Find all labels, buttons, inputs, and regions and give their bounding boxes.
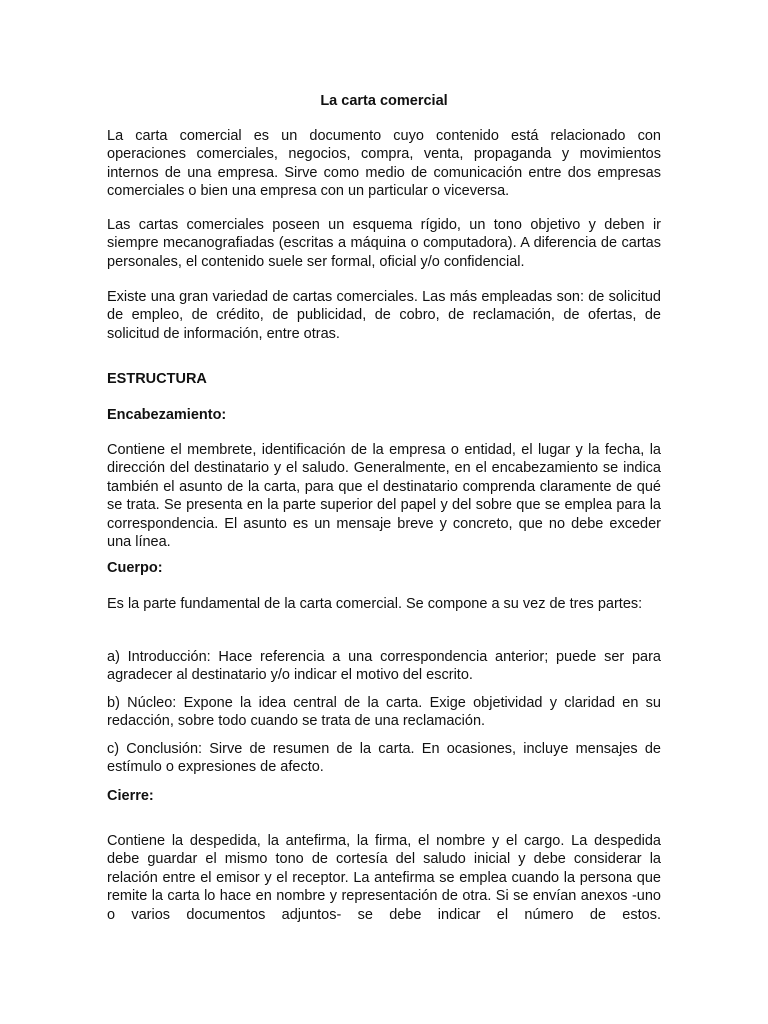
encabezamiento-paragraph: Contiene el membrete, identificación de la empresa o entidad, el lugar y la fecha, la dirección del destinatario y el saludo. Generalmente, en el encabezamiento se indica también el asunto de la carta, para que el destinatario comprenda claramente de qué se trata. Se presenta en la parte superior del papel y del sobre que se emplea para la correspondencia. El asunto es un mensaje breve y concreto, que no debe exceder una línea. — [107, 442, 661, 551]
heading-encabezamiento: Encabezamiento: — [107, 407, 227, 423]
heading-cuerpo: Cuerpo: — [107, 560, 163, 576]
intro-paragraph-2: Las cartas comerciales poseen un esquema rígido, un tono objetivo y deben ir siempre mecanografiadas (escritas a máquina o computadora). A diferencia de cartas personales, el contenido suele ser formal, oficial y/o confidencial. — [107, 217, 661, 270]
cuerpo-item-introduccion: a) Introducción: Hace referencia a una correspondencia anterior; puede ser para agradecer al destinatario y/o indicar el motivo del escrito. — [107, 649, 661, 684]
section-heading-estructura: ESTRUCTURA — [107, 371, 207, 387]
document-title: La carta comercial — [320, 93, 448, 109]
cuerpo-item-nucleo: b) Núcleo: Expone la idea central de la carta. Exige objetividad y claridad en su redacción, sobre todo cuando se trata de una reclamación. — [107, 695, 661, 730]
intro-paragraph-3: Existe una gran variedad de cartas comerciales. Las más empleadas son: de solicitud de empleo, de crédito, de publicidad, de cobro, de reclamación, de ofertas, de solicitud de información, entre otras. — [107, 289, 661, 342]
cuerpo-paragraph: Es la parte fundamental de la carta comercial. Se compone a su vez de tres partes: — [107, 596, 643, 612]
cuerpo-item-conclusion: c) Conclusión: Sirve de resumen de la carta. En ocasiones, incluye mensajes de estímulo o expresiones de afecto. — [107, 741, 661, 776]
document-page — [107, 0, 661, 1024]
intro-paragraph-1: La carta comercial es un documento cuyo contenido está relacionado con operaciones comerciales, negocios, compra, venta, propaganda y movimientos internos de una empresa. Sirve como medio de comunicación entre dos empresas comerciales o bien una empresa con un particular o viceversa. — [107, 128, 661, 200]
heading-cierre: Cierre: — [107, 788, 154, 804]
cierre-paragraph: Contiene la despedida, la antefirma, la firma, el nombre y el cargo. La despedida debe guardar el mismo tono de cortesía del saludo inicial y debe considerar la relación entre el emisor y el receptor. La antefirma se emplea cuando la persona que remite la carta lo hace en nombre y representación de otra. Si se envían anexos -uno o varios documentos adjuntos- se debe indicar el número de estos. — [107, 833, 661, 923]
